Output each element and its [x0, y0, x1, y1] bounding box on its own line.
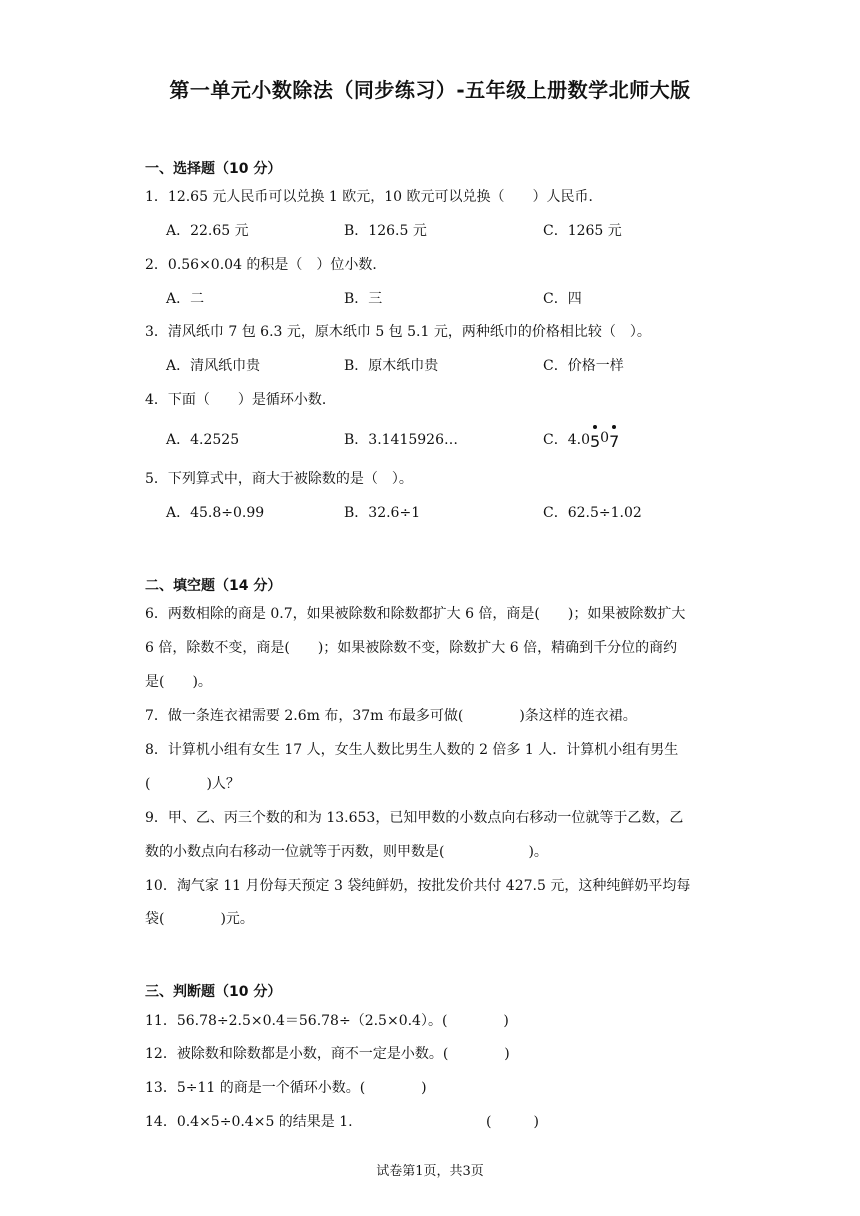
question-1-option-b: B．126.5 元 [344, 223, 427, 239]
question-2-option-c: C．四 [543, 291, 582, 307]
section-heading-fill: 二、填空题（14 分） [145, 578, 282, 594]
question-1-stem: 1．12.65 元人民币可以兑换 1 欧元，10 欧元可以兑换（ ）人民币． [145, 189, 603, 205]
repeating-digit-middle: 0 [600, 430, 610, 446]
repeating-digit-start [590, 432, 600, 451]
question-13-line: 13．5÷11 的商是一个循环小数。( ) [145, 1080, 427, 1096]
question-6-line-1: 6．两数相除的商是 0.7，如果被除数和除数都扩大 6 倍，商是( )；如果被除数扩大 [145, 606, 686, 622]
question-10-line-1: 10．淘气家 11 月份每天预定 3 袋纯鲜奶，按批发价共付 427.5 元，这种纯鲜奶平均每 [145, 878, 691, 894]
question-2-option-b: B．三 [344, 291, 383, 307]
page-footer: 试卷第1页，共3页 [376, 1164, 484, 1179]
question-11-line: 11．56.78÷2.5×0.4＝56.78÷（2.5×0.4）。( ) [145, 1013, 509, 1029]
question-6-line-3: 是( )。 [145, 674, 212, 690]
repeating-digit-5: 5 [589, 432, 601, 451]
page-title: 第一单元小数除法（同步练习）-五年级上册数学北师大版 [169, 78, 691, 102]
question-4-option-c-prefix: C．4.0 [543, 432, 590, 448]
question-10-line-2: 袋( )元。 [145, 911, 254, 927]
section-heading-judge: 三、判断题（10 分） [145, 984, 282, 1000]
question-12-line: 12．被除数和除数都是小数，商不一定是小数。( ) [145, 1046, 510, 1062]
question-14-answer-paren: ( ) [486, 1114, 539, 1130]
repeat-dot-icon [612, 425, 616, 429]
question-1-option-a: A．22.65 元 [166, 223, 249, 239]
question-5-option-b: B．32.6÷1 [344, 505, 421, 521]
question-1-option-c: C．1265 元 [543, 223, 622, 239]
question-5-stem: 5．下列算式中，商大于被除数的是（ ）。 [145, 471, 413, 487]
repeating-digit-end [609, 432, 619, 451]
question-4-option-a: A．4.2525 [166, 432, 240, 448]
question-4-option-c [543, 429, 619, 449]
question-6-line-2: 6 倍，除数不变，商是( )；如果被除数不变，除数扩大 6 倍，精确到千分位的商约 [145, 640, 678, 656]
question-5-option-a: A．45.8÷0.99 [166, 505, 265, 521]
question-5-option-c: C．62.5÷1.02 [543, 505, 642, 521]
repeating-digit-7: 7 [609, 432, 620, 451]
question-4-stem: 4．下面（ ）是循环小数． [145, 392, 336, 408]
question-3-option-c: C．价格一样 [543, 358, 624, 374]
question-3-stem: 3．清风纸巾 7 包 6.3 元，原木纸巾 5 包 5.1 元，两种纸巾的价格相比较（ ）。 [145, 324, 651, 340]
question-9-line-1: 9．甲、乙、丙三个数的和为 13.653，已知甲数的小数点向右移动一位就等于乙数，乙 [145, 810, 684, 826]
question-2-option-a: A．二 [166, 291, 205, 307]
question-3-option-b: B．原木纸巾贵 [344, 358, 439, 374]
question-8-line-2: ( )人？ [145, 776, 240, 792]
section-heading-choice: 一、选择题（10 分） [145, 161, 282, 177]
question-9-line-2: 数的小数点向右移动一位就等于丙数，则甲数是( )。 [145, 844, 548, 860]
question-8-line-1: 8．计算机小组有女生 17 人，女生人数比男生人数的 2 倍多 1 人．计算机小组有男生 [145, 742, 679, 758]
question-3-option-a: A．清风纸巾贵 [166, 358, 261, 374]
question-14-line: 14．0.4×5÷0.4×5 的结果是 1. [145, 1114, 353, 1130]
question-4-option-b: B．3.1415926… [344, 432, 458, 448]
question-2-stem: 2．0.56×0.04 的积是（ ）位小数． [145, 257, 387, 273]
question-7-line-1: 7．做一条连衣裙需要 2.6m 布，37m 布最多可做( )条这样的连衣裙。 [145, 708, 637, 724]
repeat-dot-icon [593, 425, 597, 429]
